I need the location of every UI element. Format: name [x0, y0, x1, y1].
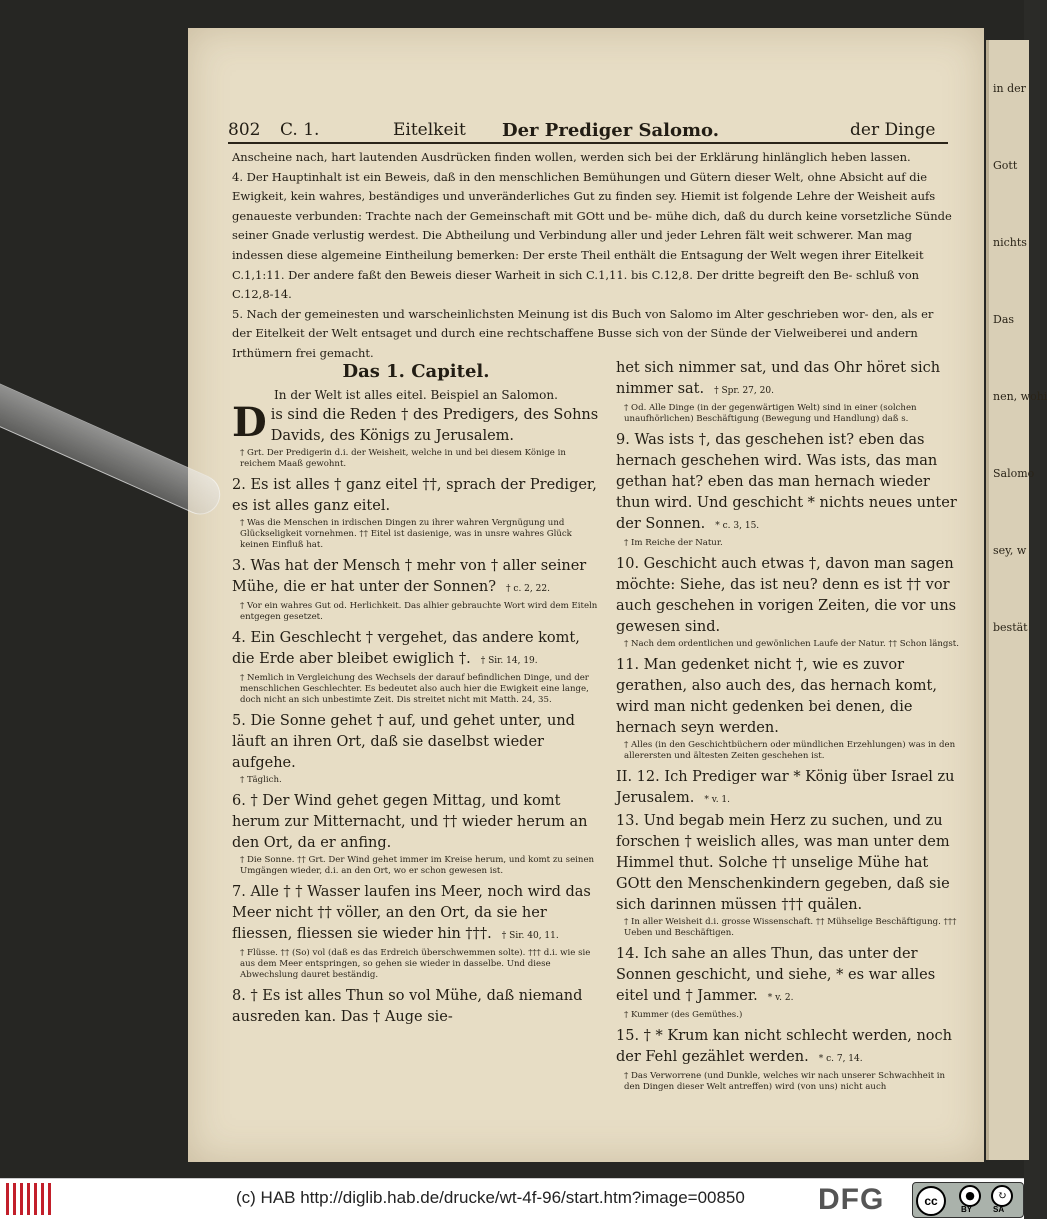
verse: [616, 430, 962, 537]
verse: [232, 556, 600, 600]
footer-bar: [0, 1178, 1024, 1219]
next-page-fragment: bestät: [993, 621, 1028, 634]
footnote: † Im Reiche der Natur.: [624, 538, 723, 548]
verse: [616, 811, 962, 916]
verse: [232, 791, 600, 854]
hab-logo-icon: [6, 1183, 50, 1215]
cross-reference: † c. 2, 22.: [506, 584, 550, 595]
chapter-ref: C. 1.: [280, 120, 320, 140]
next-page-fragment: in der: [993, 82, 1026, 95]
verse-text: 3. Was hat der Mensch † mehr von † aller seiner Mühe, die er hat unter der Sonnen?: [232, 558, 587, 596]
verse-text: 10. Geschicht auch etwas †, davon man sagen möchte: Siehe, das ist neu? denn es ist †† vor auch geschehen in vorigen Zeiten, die vor uns gewesen sind.: [616, 556, 957, 635]
running-header: [228, 118, 948, 144]
verse: [616, 767, 962, 811]
verse: [232, 882, 600, 947]
footnote: † Nach dem ordentlichen und gewönlichen Laufe der Natur. †† Schon längst.: [624, 639, 959, 649]
verse-text: 11. Man gedenket nicht †, wie es zuvor gerathen, also auch des, das hernach komt, wird man nicht gedenken bei denen, die hernach seyn werden.: [616, 657, 937, 736]
left-column: [232, 362, 600, 1028]
footnote: † Od. Alle Dinge (in der gegenwärtigen Welt) sind in einer (solchen unaufhörlichen) Beschäftigung (Bewegung und Handlung) daß s.: [624, 403, 917, 424]
next-page-fragment: Salomo: [993, 467, 1035, 480]
next-page-edge: [986, 40, 1047, 1160]
running-title: Der Prediger Salomo.: [502, 120, 720, 141]
left-keyword: Eitelkeit: [393, 120, 466, 140]
footnote: † Grt. Der Predigerin d.i. der Weisheit, welche in und bei diesem Könige in reichem Maaß gewohnt.: [240, 448, 566, 470]
cross-reference: * v. 2.: [767, 993, 794, 1003]
book-page: [188, 28, 984, 1162]
cc-license-badge[interactable]: [912, 1182, 1024, 1218]
verse-text: 13. Und begab mein Herz zu suchen, und zu forschen † weislich alles, was man unter dem Himmel thut. Solche †† unselige Mühe hat GOtt den Menschenkindern gegeben, daß sie sich darinnen müssen ††† quälen.: [616, 813, 950, 913]
footnote: † Flüsse. †† (So) vol (daß es das Erdreich überschwemmen solte). ††† d.i. wie sie aus dem Meer entspringen, so gehen sie wieder in dasselbe. Und diese Abwechslung dauret beständig.: [240, 948, 591, 981]
verse-text: 14. Ich sahe an alles Thun, das unter der Sonnen geschicht, und siehe, * es war alles eitel und † Jammer.: [616, 946, 936, 1004]
verse-text: 6. † Der Wind gehet gegen Mittag, und komt herum zur Mitternacht, und †† wieder herum an den Ort, da er anfing.: [232, 793, 588, 852]
verse: [616, 1026, 962, 1070]
intro-text: [232, 148, 956, 364]
next-page-fragment: nen, wohi: [993, 390, 1047, 403]
cross-reference: † Sir. 40, 11.: [501, 931, 559, 942]
next-page-fragment: sey, w: [993, 544, 1027, 557]
verse: [232, 628, 600, 672]
footnote: † In aller Weisheit d.i. grosse Wissenschaft. †† Mühselige Beschäftigung. ††† Ueben und Beschäftigen.: [624, 917, 957, 938]
by-icon: ●: [959, 1185, 981, 1207]
chapter-summary: In der Welt ist alles eitel. Beispiel an Salomon.: [274, 387, 558, 402]
verse-text: 5. Die Sonne gehet † auf, und gehet unter, und läuft an ihren Ort, daß sie daselbst wieder aufgehe.: [232, 713, 575, 772]
next-page-fragment: Das: [993, 313, 1015, 326]
dfg-logo: DFG: [818, 1183, 885, 1216]
verse-1: [232, 399, 600, 447]
intro-paragraph: Anscheine nach, hart lautenden Ausdrücken finden wollen, werden sich bei der Erklärung hinlänglich heben lassen.: [232, 150, 911, 164]
footnote: † Vor ein wahres Gut od. Herlichkeit. Das alhier gebrauchte Wort wird dem Eiteln entgegen gesetzet.: [240, 601, 598, 623]
footnote: † Das Verworrene (und Dunkle, welches wir nach unserer Schwachheit in den Dingen dieser Welt antreffen) wird (von uns) nicht auch: [624, 1071, 946, 1092]
verse-text: het sich nimmer sat, und das Ohr höret sich nimmer sat.: [616, 360, 941, 397]
verse-text: is sind die Reden † des Predigers, des Sohns Davids, des Königs zu Jerusalem.: [270, 407, 599, 445]
footnote: † Täglich.: [240, 775, 282, 786]
cc-icon: cc: [916, 1186, 946, 1216]
verse-text: 15. † * Krum kan nicht schlecht werden, noch der Fehl gezählet werden.: [616, 1028, 952, 1065]
next-page-fragment: Gott: [993, 159, 1018, 172]
verse: [232, 475, 600, 517]
verse: [616, 554, 962, 638]
cross-reference: † Sir. 14, 19.: [480, 656, 538, 667]
intro-paragraph: 5. Nach der gemeinesten und warscheinlichsten Meinung ist dis Buch von Salomo im Alter geschrieben wor- den, als er der Eitelkeit der Welt entsaget und durch eine rechtschaffene Busse sich von der Sünde der Vielweiberei und andern Irthümern frei gemacht.: [232, 306, 934, 360]
copyright-link[interactable]: (c) HAB http://diglib.hab.de/drucke/wt-4f-96/start.htm?image=00850: [236, 1188, 745, 1207]
verse: [232, 986, 600, 1028]
footnote: † Kummer (des Gemüthes.): [624, 1010, 743, 1020]
cross-reference: * c. 7, 14.: [818, 1054, 863, 1064]
right-column: [616, 358, 962, 1098]
footnote: † Die Sonne. †† Grt. Der Wind gehet immer im Kreise herum, und komt zu seinen Umgängen wieder, d.i. an den Ort, wo er schon gewesen ist.: [240, 855, 595, 877]
footnote: † Alles (in den Geschichtbüchern oder mündlichen Erzehlungen) was in den allerersten und ältesten Zeiten geschehen ist.: [624, 740, 956, 761]
cross-reference: * v. 1.: [704, 795, 731, 805]
verse-text: II. 12. Ich Prediger war * König über Israel zu Jerusalem.: [616, 769, 955, 806]
verse: [232, 711, 600, 774]
footnote: † Nemlich in Vergleichung des Wechsels der darauf befindlichen Dinge, und der menschlichen Geschlechter. Es bedeutet also auch hier die Ewigkeit eine lange, doch nicht an sich unbestimte Zeit. Dis streitet nicht mit Matth. 24, 35.: [240, 673, 589, 706]
verse: [616, 358, 962, 402]
verse: [616, 655, 962, 739]
right-keyword: der Dinge: [850, 120, 936, 140]
verse-text: 4. Ein Geschlecht † vergehet, das andere komt, die Erde aber bleibet ewiglich †.: [232, 630, 580, 668]
verse-text: 7. Alle † † Wasser laufen ins Meer, noch wird das Meer nicht †† völler, an den Ort, da sie her fliessen, fliessen sie wieder hin †††.: [232, 884, 591, 943]
next-page-fragment: nichts: [993, 236, 1027, 249]
intro-paragraph: 4. Der Hauptinhalt ist ein Beweis, daß in den menschlichen Bemühungen und Gütern dieser Welt, ohne Absicht auf die Ewigkeit, kein wahres, beständiges und unveränderliches Gut zu finden sey. Hiemit ist folgende Lehre der Weisheit aufs genaueste verbunden: Trachte nach der Gemeinschaft mit GOtt und be- mühe dich, daß du durch keine vorsetzliche Sünde seiner Gnade verlustig werdest. Die Abtheilung und Verbindung aller und jeder Lehren fält weit schwerer. Man mag indessen diese algemeine Eintheilung bemerken: Der erste Theil enthält die Entsagung der Welt wegen ihrer Eitelkeit C.1,1:11. Der andere faßt den Beweis dieser Warheit in sich C.1,11. bis C.12,8. Der dritte begreift den Be- schluß von C.12,8-14.: [232, 169, 952, 302]
page-number: 802: [228, 120, 261, 140]
drop-initial: D: [232, 399, 267, 447]
sa-icon: ↻: [991, 1185, 1013, 1207]
verse-text: 2. Es ist alles † ganz eitel ††, sprach der Prediger, es ist alles ganz eitel.: [232, 477, 597, 515]
verse-text: 8. † Es ist alles Thun so vol Mühe, daß niemand ausreden kan. Das † Auge sie-: [232, 988, 583, 1026]
chapter-title: Das 1. Capitel.: [342, 361, 490, 382]
sa-label: SA: [993, 1205, 1005, 1214]
cross-reference: * c. 3, 15.: [715, 521, 760, 531]
verse: [616, 944, 962, 1009]
cross-reference: † Spr. 27, 20.: [714, 386, 774, 396]
by-label: BY: [961, 1205, 973, 1214]
footnote: † Was die Menschen in irdischen Dingen zu ihrer wahren Vergnügung und Glückseligkeit vornehmen. †† Eitel ist dasienige, was in unsre wahres Glück keinen Einfluß hat.: [240, 518, 572, 551]
verse-text: 9. Was ists †, das geschehen ist? eben das hernach geschehen wird. Was ists, das man gethan hat? eben das man hernach wieder thun wird. Und geschicht * nichts neues unter der Sonnen.: [616, 432, 957, 532]
